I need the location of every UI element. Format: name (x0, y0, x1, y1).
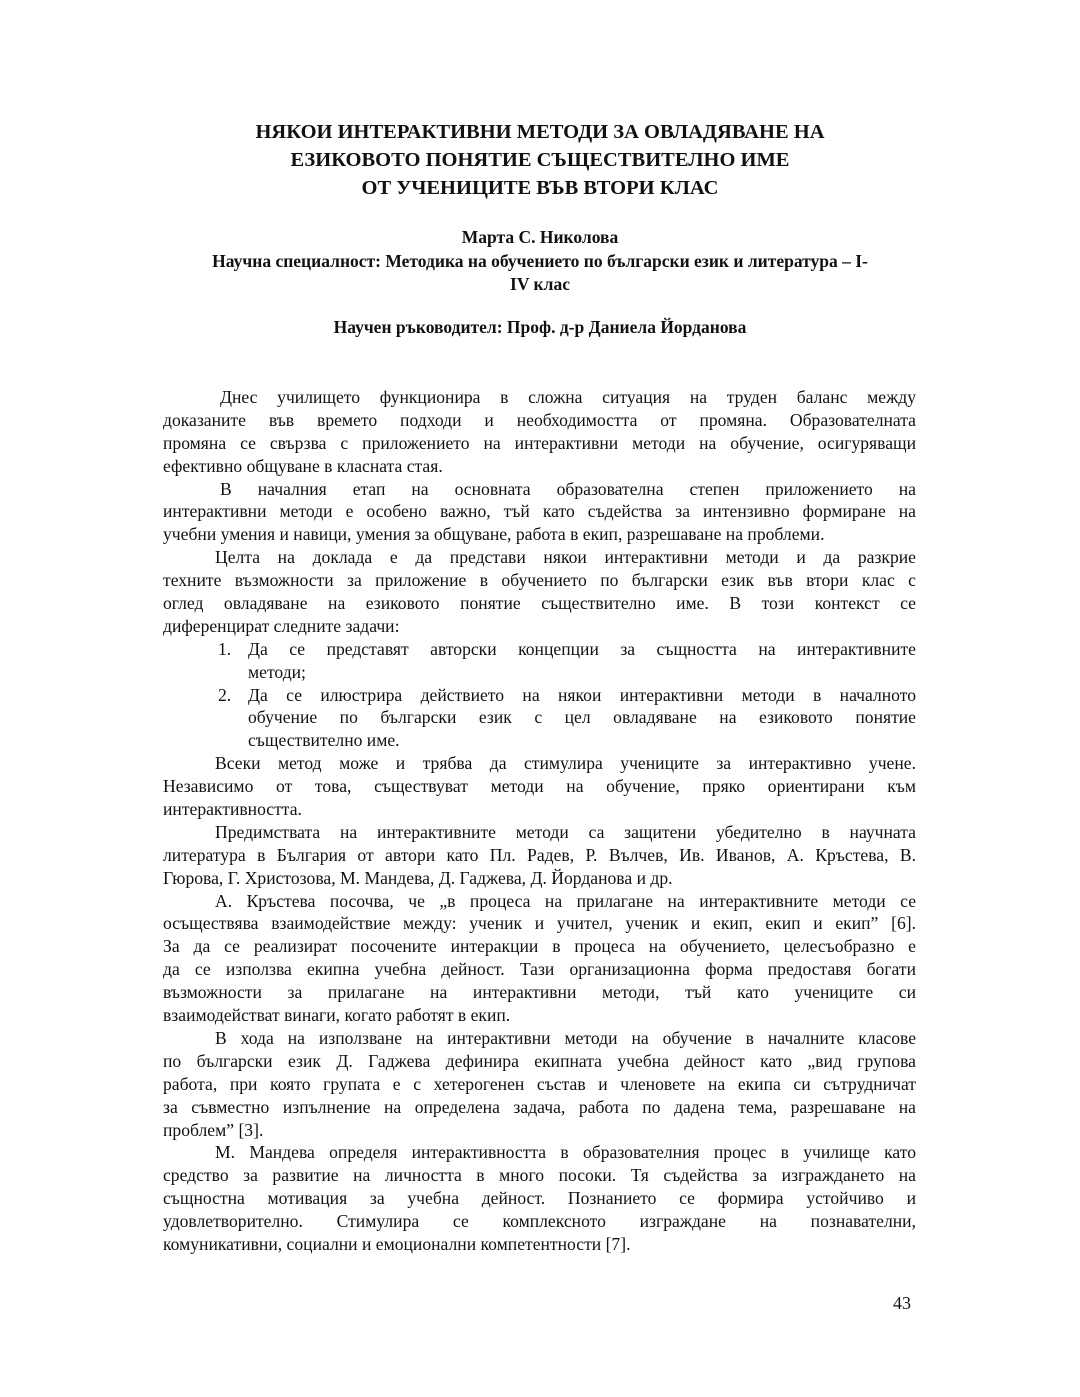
text-line: съществително име. (248, 730, 400, 751)
text-line: Гюрова, Г. Христозова, М. Мандева, Д. Гаджева, Д. Йорданова и др. (163, 867, 673, 888)
specialty-line: Научна специалност: Методика на обучението по български език и литература – I- (212, 251, 868, 271)
paragraph (163, 1027, 916, 1141)
title-line: НЯКОИ ИНТЕРАКТИВНИ МЕТОДИ ЗА ОВЛАДЯВАНЕ НА (255, 121, 825, 143)
text-line: Предимствата на интерактивните методи са защитени убедително в научната (215, 821, 916, 842)
text-line: удовлетворително. Стимулира се комплексното изграждане на познавателни, (163, 1211, 916, 1232)
specialty-line: IV клас (510, 274, 570, 294)
text-line: взаимодействат винаги, когато работят в екип. (163, 1005, 511, 1026)
text-line: за съвместно изпълнение на определена задача, работа по дадена тема, разрешаване на (163, 1096, 916, 1117)
text-line: комуникативни, социални и емоционални компетентности [7]. (163, 1233, 631, 1254)
paragraph (163, 821, 916, 890)
text-line: промяна се свързва с приложението на интерактивни методи на обучение, осигуряващи (163, 432, 916, 453)
text-line: Да се илюстрира действието на някои интерактивни методи в началното (248, 684, 916, 705)
text-line: интерактивни методи е особено важно, тъй като съдейства за интензивно формиране на (163, 501, 916, 522)
text-line: да се използва екипна учебна дейност. Тази организационна форма предоставя богати (163, 959, 916, 980)
paragraph (163, 752, 916, 821)
text-line: ефективно общуване в класната стая. (163, 455, 443, 476)
text-line: интерактивността. (163, 799, 302, 820)
title-line: ОТ УЧЕНИЦИТЕ ВЪВ ВТОРИ КЛАС (361, 177, 719, 199)
list-item (163, 684, 916, 753)
paragraph (163, 546, 916, 638)
text-line: М. Мандева определя интерактивността в образователния процес в училище като (215, 1142, 916, 1163)
text-line: Да се представят авторски концепции за същността на интерактивните (248, 638, 916, 659)
text-line: Всеки метод може и трябва да стимулира учениците за интерактивно учене. (215, 753, 916, 774)
list-item (163, 638, 916, 684)
title-line: ЕЗИКОВОТО ПОНЯТИЕ СЪЩЕСТВИТЕЛНО ИМЕ (290, 149, 790, 171)
paragraph (163, 386, 916, 478)
text-line: диференцират следните задачи: (163, 615, 400, 636)
body-text (163, 386, 916, 1256)
text-line: Независимо от това, съществуват методи на обучение, пряко ориентирани към (163, 776, 916, 797)
text-line: средство за развитие на личността в много посоки. Тя съдейства за изграждането на (163, 1165, 916, 1186)
paper-title (130, 118, 950, 202)
scientific-specialty (155, 250, 925, 296)
text-line: същностна мотивация за учебна дейност. Познанието се формира устойчиво и (163, 1188, 916, 1209)
text-line: работа, при която групата е с хетерогенен състав и членовете на екипа си сътрудничат (163, 1073, 916, 1094)
list-number: 2. (218, 684, 232, 705)
text-line: учебни умения и навици, умения за общуване, работа в екип, разрешаване на проблеми. (163, 524, 825, 545)
text-line: А. Кръстева посочва, че „в процеса на прилагане на интерактивните методи се (215, 890, 916, 911)
scientific-supervisor: Научен ръководител: Проф. д-р Даниела Йорданова (333, 317, 747, 337)
text-line: методи; (248, 661, 306, 682)
text-line: Целта на доклада е да представи някои интерактивни методи и да разкрие (215, 547, 916, 568)
text-line: проблем” [3]. (163, 1119, 264, 1140)
text-line: оглед овладяване на езиковото понятие съществително име. В този контекст се (163, 593, 916, 614)
text-line: Днес училището функционира в сложна ситуация на труден баланс между (220, 387, 916, 407)
text-line: литература в България от автори като Пл. Радев, Р. Вълчев, Ив. Иванов, А. Кръстева, В. (163, 844, 916, 865)
text-line: обучение по български език с цел овладяване на езиковото понятие (248, 707, 916, 728)
paragraph (163, 478, 916, 547)
text-line: възможности за прилагане на интерактивни методи, тъй като учениците си (163, 982, 916, 1003)
text-line: доказаните във времето подходи и необходимостта от промяна. Образователната (163, 409, 916, 430)
text-line: За да се реализират посочените интеракции в процеса на обучението, целесъобразно е (163, 936, 916, 957)
page-number: 43 (893, 1293, 911, 1313)
paragraph (163, 1141, 916, 1255)
paragraph (163, 890, 916, 1027)
text-line: по български език Д. Гаджева дефинира екипната учебна дейност като „вид групова (163, 1050, 916, 1071)
list-number: 1. (218, 638, 232, 659)
text-line: В хода на използване на интерактивни методи на обучение в началните класове (215, 1027, 916, 1048)
text-line: осъществява взаимодействие между: ученик и учител, ученик и екип, екип и екип” [6]. (163, 913, 916, 934)
author-name: Марта С. Николова (461, 227, 619, 247)
text-line: техните възможности за приложение в обучението по български език във втори клас с (163, 570, 916, 591)
text-line: В началния етап на основната образователна степен приложението на (220, 478, 916, 499)
